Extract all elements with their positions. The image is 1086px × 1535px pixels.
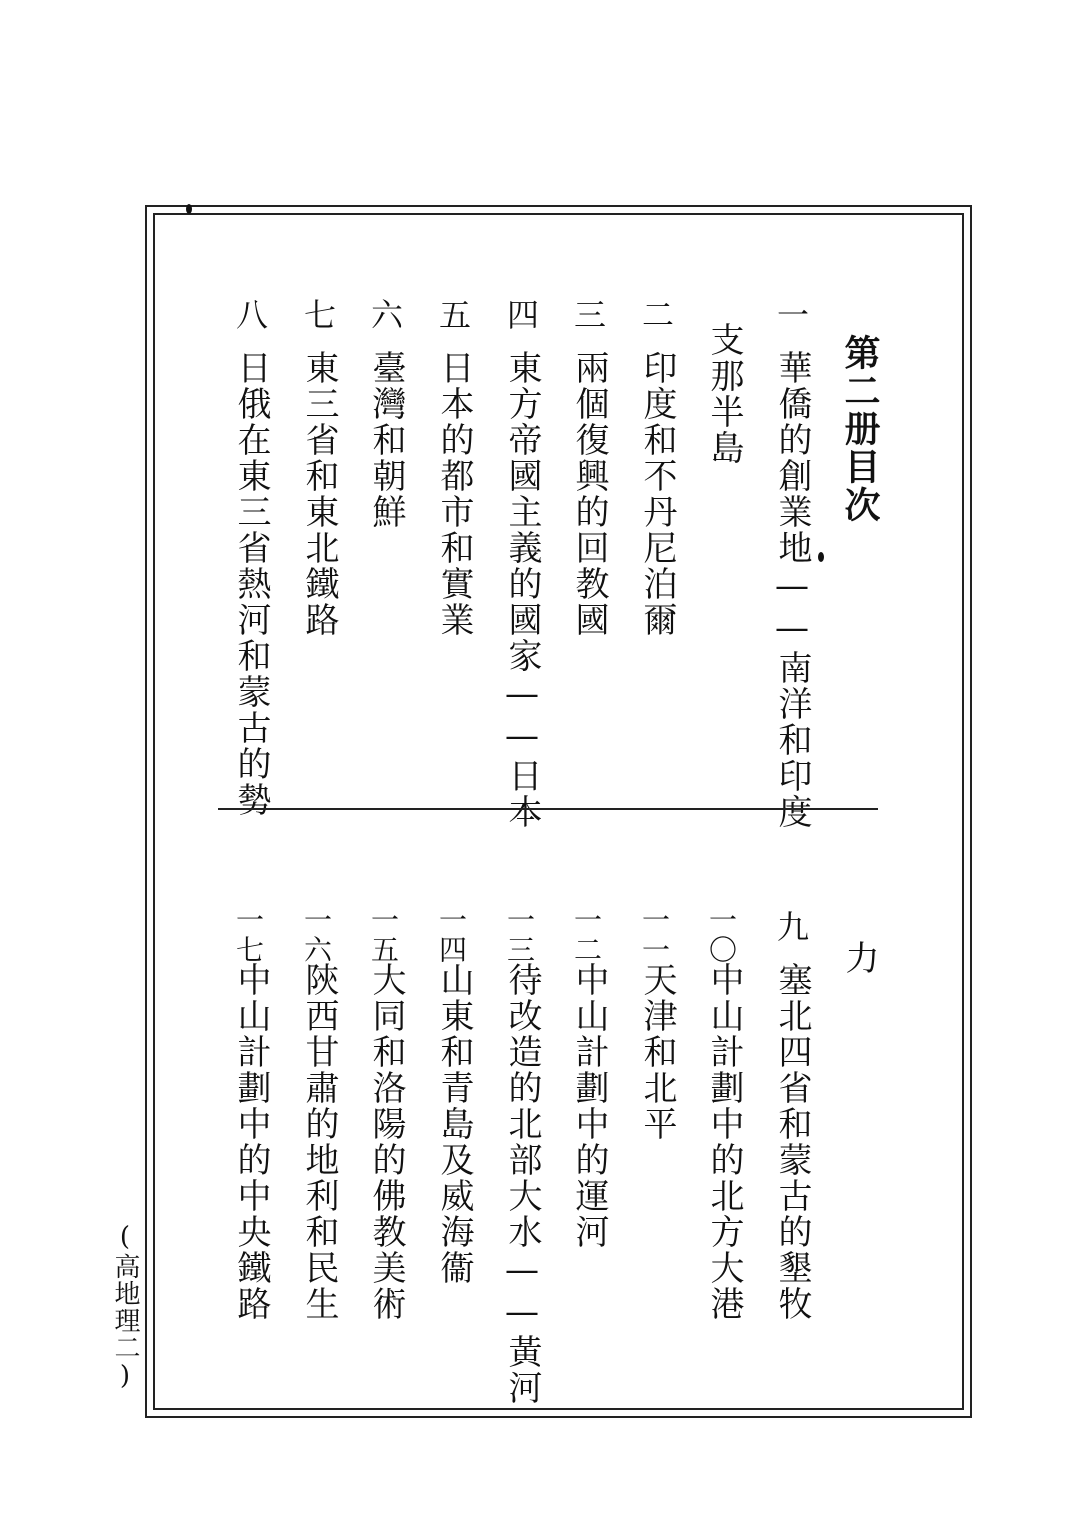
entry-number: 五 bbox=[434, 298, 472, 332]
entry-number: 七 bbox=[299, 298, 337, 332]
entry-title-continued: 力 bbox=[839, 940, 879, 976]
entry-number: 一一 bbox=[638, 905, 671, 965]
entry-title: 山東和青島及威海衞 bbox=[434, 962, 474, 1286]
entry-number: 一六 bbox=[300, 905, 333, 965]
entry-title: 中山計劃中的中央鐵路 bbox=[231, 962, 271, 1322]
entry-title: 天津和北平 bbox=[637, 962, 677, 1142]
entry-number: 一五 bbox=[367, 905, 400, 965]
entry-title: 兩個復興的回教國 bbox=[569, 350, 609, 638]
ink-spot bbox=[818, 552, 824, 562]
entry-number: 八 bbox=[231, 298, 269, 332]
toc-title: 第二册目次 bbox=[839, 334, 881, 524]
entry-title: 印度和不丹尼泊爾 bbox=[637, 350, 677, 638]
entry-title: 待改造的北部大水——黃河 bbox=[502, 962, 542, 1406]
entry-number: 一七 bbox=[232, 905, 265, 965]
entry-title: 東方帝國主義的國家——日本 bbox=[502, 350, 542, 830]
entry-title: 塞北四省和蒙古的墾牧 bbox=[772, 962, 812, 1322]
entry-title: 中山計劃中的北方大港 bbox=[704, 962, 744, 1322]
entry-title: 日俄在東三省熱河和蒙古的勢 bbox=[231, 350, 271, 818]
entry-number: 九 bbox=[772, 910, 810, 944]
entry-title: 大同和洛陽的佛教美術 bbox=[366, 962, 406, 1322]
entry-number: 四 bbox=[502, 298, 540, 332]
entry-number: 一三 bbox=[503, 905, 536, 965]
ink-spot bbox=[186, 204, 192, 214]
entry-number: 六 bbox=[366, 298, 404, 332]
entry-title: 華僑的創業地——南洋和印度 bbox=[772, 350, 812, 830]
entry-title: 東三省和東北鐵路 bbox=[299, 350, 339, 638]
entry-number: 三 bbox=[569, 298, 607, 332]
entry-number: 二 bbox=[637, 298, 675, 332]
entry-title: 中山計劃中的運河 bbox=[569, 962, 609, 1250]
entry-number: 一二 bbox=[570, 905, 603, 965]
entry-title: 日本的都市和實業 bbox=[434, 350, 474, 638]
entry-number: 一 bbox=[772, 298, 810, 332]
entry-title: 陝西甘肅的地利和民生 bbox=[299, 962, 339, 1322]
section-divider bbox=[218, 808, 878, 810]
entry-number: 一〇 bbox=[705, 905, 738, 965]
page-footer-label: (高地理二) bbox=[110, 1222, 140, 1392]
entry-number: 一四 bbox=[435, 905, 468, 965]
entry-title: 臺灣和朝鮮 bbox=[366, 350, 406, 530]
entry-title-continued: 支那半島 bbox=[704, 322, 744, 466]
